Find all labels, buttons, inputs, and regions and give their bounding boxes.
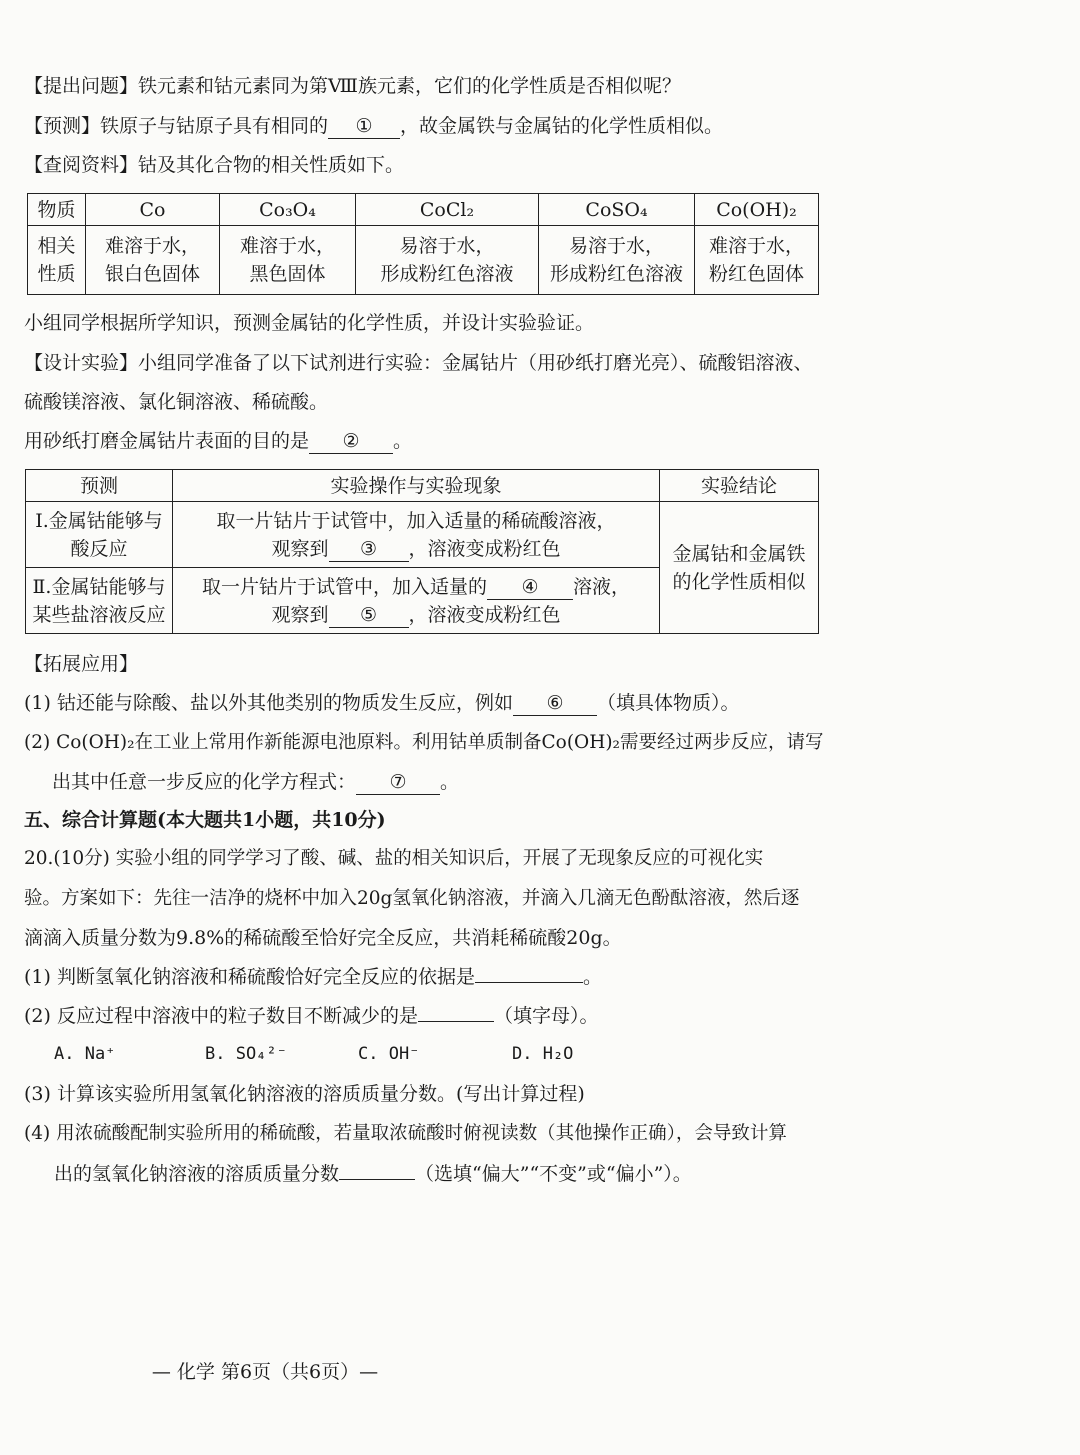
section-5-title: 五、综合计算题(本大题共1小题，共10分) — [24, 809, 386, 831]
operation-cell — [173, 502, 660, 568]
group-text: 小组同学根据所学知识，预测金属钴的化学性质，并设计实验验证。 — [24, 312, 595, 334]
op-text-end: 溶液， — [573, 575, 631, 598]
prediction-text-end: ，故金属铁与金属钴的化学性质相似。 — [400, 115, 724, 137]
q20-line-2: 验。方案如下：先往一洁净的烧杯中加入20g氢氧化钠溶液，并滴入几滴无色酚酞溶液，然后逐 — [24, 888, 800, 909]
prediction-line — [24, 112, 723, 140]
q2-end: （填字母）。 — [493, 1005, 599, 1027]
q4-text: 出的氢氧化钠溶液的溶质质量分数 — [54, 1163, 340, 1185]
cobalt-properties-table — [27, 193, 819, 295]
option-c: C. OH⁻ — [358, 1044, 420, 1064]
prop-cell — [86, 226, 220, 295]
blank-q4 — [339, 1179, 415, 1180]
extension-q2-line2 — [52, 768, 459, 796]
blank-q2 — [418, 1021, 494, 1022]
header-conclusion: 实验结论 — [660, 470, 819, 502]
q20-sub4-line1: (4) 用浓硫酸配制实验所用的稀硫酸，若量取浓硫酸时俯视读数（其他操作正确），会导致计算 — [24, 1123, 787, 1144]
q20-sub4-line2 — [54, 1160, 692, 1188]
option-a: A. Na⁺ — [54, 1044, 116, 1064]
question-raise — [24, 72, 681, 100]
question-text: 铁元素和钴元素同为第Ⅷ族元素，它们的化学性质是否相似呢？ — [138, 75, 681, 97]
reference-line — [24, 151, 404, 179]
design-line-2: 硫酸镁溶液、氯化铜溶液、稀硫酸。 — [24, 391, 329, 413]
pred-line-1: Ⅱ.金属钴能够与 — [32, 575, 166, 598]
pred-line-2: 酸反应 — [70, 537, 128, 560]
ext-q1-text: (1) 钴还能与除酸、盐以外其他类别的物质发生反应，例如 — [24, 692, 513, 714]
prop-1: 难溶于水， — [708, 235, 804, 257]
q20-line-3: 滴滴入质量分数为9.8%的稀硫酸至恰好完全反应，共消耗稀硫酸20g。 — [24, 927, 622, 949]
conclusion-line-2: 的化学性质相似 — [672, 570, 806, 593]
tag-design: 【设计实验】 — [24, 352, 139, 374]
blank-5: ⑤ — [329, 603, 409, 628]
q20-line-1: 20.(10分) 实验小组的同学学习了酸、碱、盐的相关知识后，开展了无现象反应的可视化实 — [24, 848, 764, 869]
blank-3: ③ — [329, 537, 409, 562]
blank-1: ① — [328, 114, 400, 139]
option-b: B. SO₄²⁻ — [205, 1044, 287, 1064]
ext-q2-end: 。 — [440, 771, 460, 793]
tag-extension: 【拓展应用】 — [24, 653, 139, 675]
tag-prediction: 【预测】 — [24, 115, 101, 137]
blank-4: ④ — [487, 575, 573, 600]
extension-q1 — [24, 689, 739, 717]
op-text: 观察到 — [271, 603, 329, 626]
prediction-cell — [26, 502, 173, 568]
col-name: Co — [86, 194, 220, 226]
pred-line-2: 某些盐溶液反应 — [32, 603, 166, 626]
extension-q2-line1: (2) Co(OH)₂在工业上常用作新能源电池原料。利用钴单质制备Co(OH)₂需要经过两步反应，请写 — [24, 732, 824, 753]
blank-6: ⑥ — [513, 691, 597, 716]
prop-1: 易溶于水， — [568, 235, 664, 257]
op-line-1 — [173, 573, 659, 601]
q1-end: 。 — [582, 966, 602, 988]
op-line-2 — [173, 601, 659, 629]
sanding-line — [24, 427, 412, 455]
sanding-end: 。 — [393, 430, 413, 452]
col-name: Co(OH)₂ — [695, 194, 819, 226]
pred-line-1: Ⅰ.金属钴能够与 — [35, 509, 163, 532]
blank-7: ⑦ — [356, 770, 440, 795]
col-name: Co₃O₄ — [220, 194, 356, 226]
conclusion-cell — [660, 502, 819, 634]
sanding-text: 用砂纸打磨金属钴片表面的目的是 — [24, 430, 310, 452]
prop-1: 难溶于水， — [239, 235, 335, 257]
prediction-cell — [26, 568, 173, 634]
col-name: CoSO₄ — [539, 194, 695, 226]
prediction-text: 铁原子与钴原子具有相同的 — [100, 115, 329, 137]
operation-cell — [173, 568, 660, 634]
op-text: 观察到 — [271, 537, 329, 560]
prop-2: 粉红色固体 — [708, 263, 804, 285]
prop-cell — [220, 226, 356, 295]
header-substance: 物质 — [28, 194, 86, 226]
prop-2: 银白色固体 — [104, 263, 200, 285]
col-name: CoCl₂ — [356, 194, 539, 226]
q1-text: (1) 判断氢氧化钠溶液和稀硫酸恰好完全反应的依据是 — [24, 966, 475, 988]
prop-header-1: 相关 — [37, 235, 76, 257]
prop-2: 形成粉红色溶液 — [380, 263, 514, 285]
tag-question: 【提出问题】 — [24, 75, 139, 97]
tag-reference: 【查阅资料】 — [24, 154, 139, 176]
q20-sub3: (3) 计算该实验所用氢氧化钠溶液的溶质质量分数。(写出计算过程) — [24, 1083, 585, 1105]
q2-text: (2) 反应过程中溶液中的粒子数目不断减少的是 — [24, 1005, 418, 1027]
op-line-2 — [173, 535, 659, 563]
prop-cell — [695, 226, 819, 295]
op-line-1: 取一片钴片于试管中，加入适量的稀硫酸溶液， — [216, 509, 616, 532]
design-line-1 — [24, 349, 813, 377]
prop-cell — [539, 226, 695, 295]
experiment-table — [25, 469, 819, 634]
q20-sub2 — [24, 1002, 598, 1030]
design-text-1: 小组同学准备了以下试剂进行实验：金属钴片（用砂纸打磨光亮）、硫酸铝溶液、 — [138, 352, 813, 374]
op-text-end: ，溶液变成粉红色 — [408, 603, 561, 626]
conclusion-line-1: 金属钴和金属铁 — [672, 542, 806, 565]
prop-cell — [356, 226, 539, 295]
prop-header-2: 性质 — [37, 263, 76, 285]
prop-2: 形成粉红色溶液 — [549, 263, 683, 285]
ext-q1-end: （填具体物质）。 — [596, 692, 740, 714]
prop-1: 易溶于水， — [399, 235, 495, 257]
header-prediction: 预测 — [26, 470, 173, 502]
ext-q2-text: 出其中任意一步反应的化学方程式： — [52, 771, 357, 793]
option-d: D. H₂O — [512, 1044, 574, 1064]
q4-end: （选填“偏大”“不变”或“偏小”）。 — [415, 1163, 692, 1185]
q20-sub1 — [24, 963, 602, 991]
header-operation: 实验操作与实验现象 — [173, 470, 660, 502]
reference-text: 钴及其化合物的相关性质如下。 — [138, 154, 405, 176]
blank-2: ② — [309, 429, 393, 454]
op-text-end: ，溶液变成粉红色 — [408, 537, 561, 560]
prop-2: 黑色固体 — [249, 263, 326, 285]
prop-1: 难溶于水， — [104, 235, 200, 257]
op-text: 取一片钴片于试管中，加入适量的 — [201, 575, 487, 598]
header-properties — [28, 226, 86, 295]
page-footer: — 化学 第6页（共6页）— — [151, 1361, 379, 1383]
blank-q1 — [475, 982, 583, 983]
